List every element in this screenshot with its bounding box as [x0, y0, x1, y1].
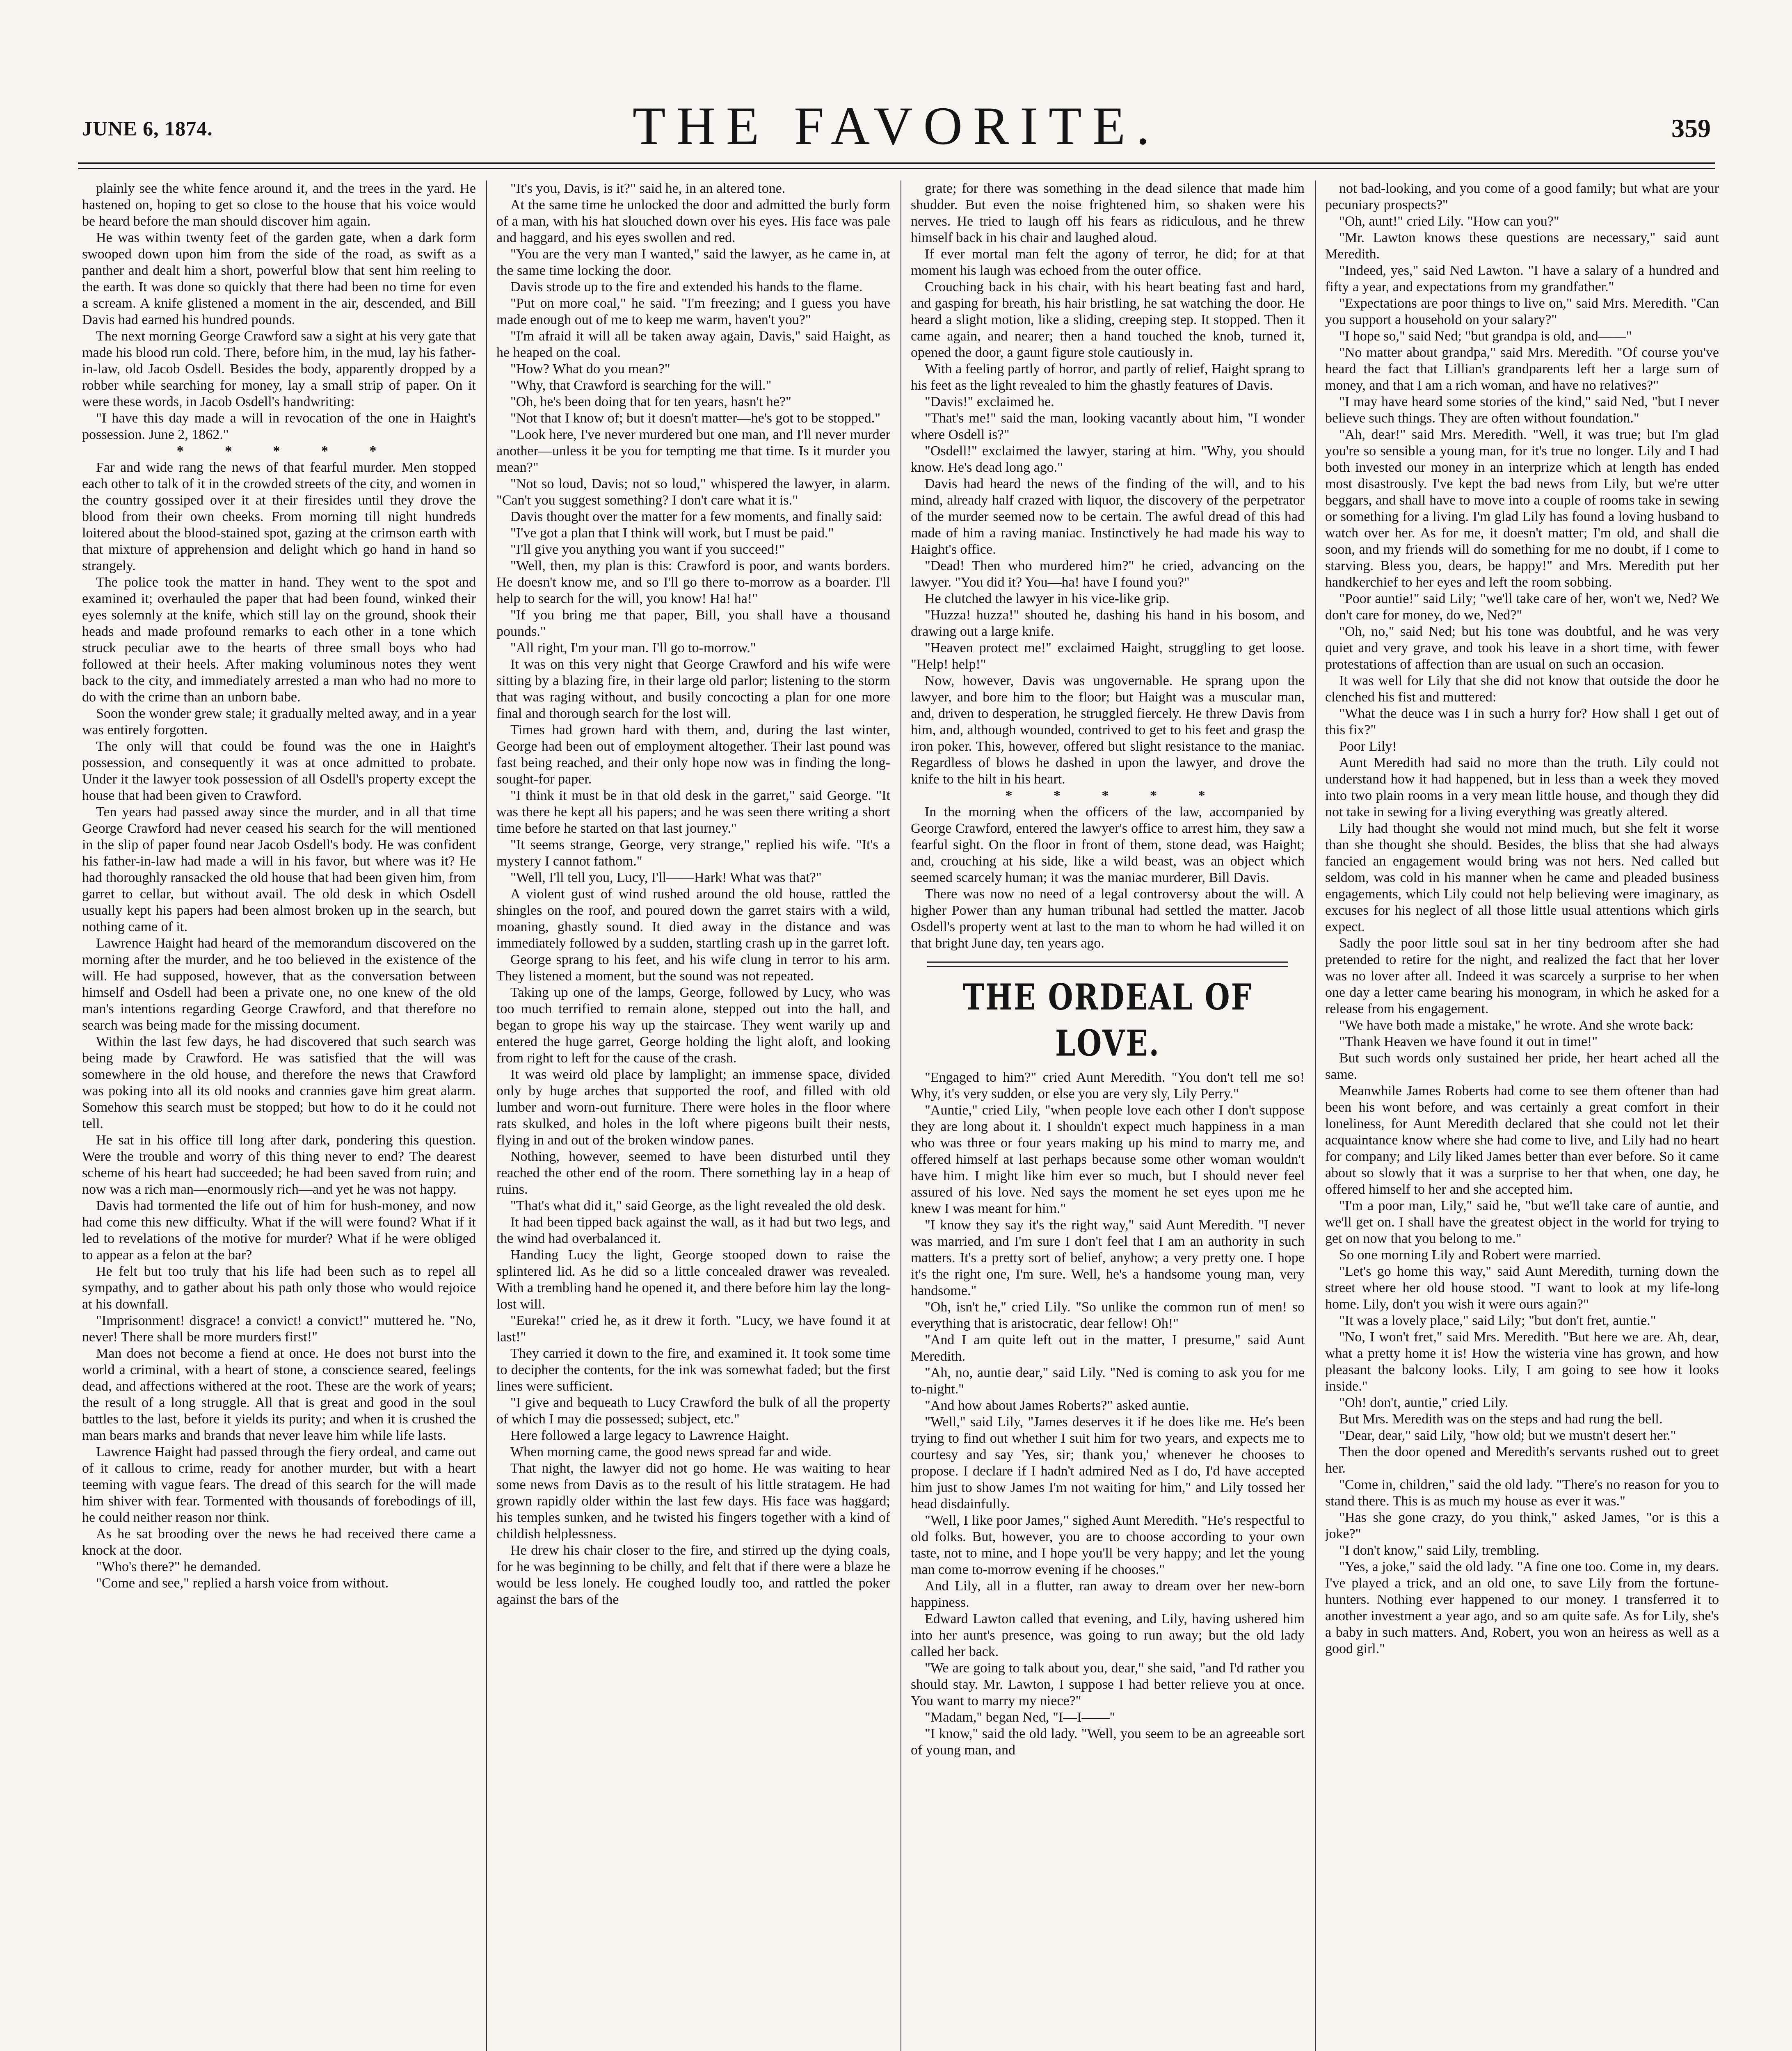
paragraph: "Oh! don't, auntie," cried Lily. — [1339, 1395, 1509, 1410]
paragraph: "I have this day made a will in revocation of the one in Haight's possession. June 2, 1862." — [82, 411, 476, 442]
paragraph: "Mr. Lawton knows these questions are necessary," said aunt Meredith. — [1325, 230, 1719, 262]
paragraph: "Expectations are poor things to live on," said Mrs. Meredith. "Can you support a household on your salary?" — [1325, 296, 1719, 327]
paragraph: "Well," said Lily, "James deserves it if he does like me. He's been trying to find out whether I suit him for two years, and expects me to courtesy and say 'Yes, sir; thank you,' whenever he chooses to propose. I declare if I hadn't admired Ned as I do, I'd have accepted him just to show James I'm not waiting for him," and Lily tossed her head disdainfully. — [911, 1414, 1305, 1512]
paragraph: When morning came, the good news spread far and wide. — [510, 1444, 832, 1459]
paragraph: "I don't know," said Lily, trembling. — [1339, 1543, 1540, 1558]
paragraph: "Why, that Crawford is searching for the will." — [510, 378, 772, 393]
paragraph: "We have both made a mistake," he wrote. And she wrote back: — [1339, 1018, 1694, 1033]
paragraph: Times had grown hard with them, and, during the last winter, George had been out of employment altogether. Their last pound was fast being reached, and their only hope now was in finding the long-sought-for paper. — [496, 722, 890, 787]
text-column-4 — [1325, 180, 1719, 2051]
paragraph: Sadly the poor little soul sat in her tiny bedroom after she had pretended to retire for the night, and realized the fact that her lover was no lover after all. Indeed it was scarcely a surprise to her when one day a letter came bearing his monogram, in which he asked for a release from his engagement. — [1325, 936, 1719, 1016]
paragraph: "I'm a poor man, Lily," said he, "but we'll take care of auntie, and we'll get on. I shall have the greatest object in the world for trying to get on now that you belong to me." — [1325, 1198, 1719, 1246]
paragraph: Taking up one of the lamps, George, followed by Lucy, who was too much terrified to remain alone, stepped out into the hall, and began to grope his way up the staircase. They went warily up and entered the huge garret, George holding the light aloft, and looking from right to left for the cause of the crash. — [496, 985, 890, 1066]
paragraph: "I've got a plan that I think will work, but I must be paid." — [510, 525, 834, 541]
paragraph: "You are the very man I wanted," said the lawyer, as he came in, at the same time locking the door. — [496, 247, 890, 278]
paragraph: "Huzza! huzza!" shouted he, dashing his hand in his bosom, and drawing out a large knife. — [911, 608, 1305, 639]
paragraph: "That's what did it," said George, as the light revealed the old desk. — [510, 1198, 886, 1213]
paragraph: It had been tipped back against the wall, as it had but two legs, and the wind had overbalanced it. — [496, 1215, 890, 1246]
paragraph: And Lily, all in a flutter, ran away to dream over her new-born happiness. — [911, 1578, 1305, 1610]
paragraph: "And I am quite left out in the matter, I presume," said Aunt Meredith. — [911, 1332, 1305, 1364]
paragraph: The police took the matter in hand. They went to the spot and examined it; overhauled the paper that had been found, winked their eyes solemnly at the knife, which still lay on the ground, shook their heads and made profound remarks to each other in a tone which struck peculiar awe to the hearts of three small boys who had followed at their heels. After making voluminous notes they went back to the city, and immediately arrested a man who had no more to do with the crime than an unborn babe. — [82, 575, 476, 705]
paragraph: With a feeling partly of horror, and partly of relief, Haight sprang to his feet as the light revealed to him the ghastly features of Davis. — [911, 361, 1305, 393]
paragraph: George sprang to his feet, and his wife clung in terror to his arm. They listened a moment, but the sound was not repeated. — [496, 952, 890, 984]
paragraph: Then the door opened and Meredith's servants rushed out to greet her. — [1325, 1444, 1719, 1476]
paragraph: Ten years had passed away since the murder, and in all that time George Crawford had never ceased his search for the will mentioned in the slip of paper found near Jacob Osdell's body. He was confident his father-in-law had made a will in his favor, but where was it? He had thoroughly ransacked the old house that had been given him, from garret to cellar, but without avail. The old desk in which Osdell usually kept his papers had been almost broken up in the search, but nothing came of it. — [82, 804, 476, 934]
paragraph: "It's you, Davis, is it?" said he, in an altered tone. — [510, 181, 786, 196]
paragraph: Meanwhile James Roberts had come to see them oftener than had been his wont before, and was certainly a great comfort in their loneliness, for Aunt Meredith declared that she could not let their acquaintance know where she had come to live, and Lily had no heart for company; and Lily liked James better than ever before. So it came about so slowly that it was a surprise to her that when, one day, he offered himself to her and she accepted him. — [1325, 1083, 1719, 1197]
paragraph: "No, I won't fret," said Mrs. Meredith. "But here we are. Ah, dear, what a pretty home it is! How the wisteria vine has grown, and how pleasant the balcony looks. Lily, I am going to see how it looks inside." — [1325, 1329, 1719, 1394]
paragraph: Aunt Meredith had said no more than the truth. Lily could not understand how it had happened, but in less than a week they moved into two plain rooms in a very mean little house, and though they did not take in sewing for a living everything was greatly altered. — [1325, 755, 1719, 820]
paragraph: Now, however, Davis was ungovernable. He sprang upon the lawyer, and bore him to the floor; but Haight was a muscular man, and, driven to desperation, he struggled fiercely. He threw Davis from him, and, although wounded, contrived to get to his feet and grasp the iron poker. This, however, offered but slight resistance to the maniac. Regardless of blows he dashed in upon the lawyer, and drove the knife to the hilt in his heart. — [911, 673, 1305, 787]
paragraph: He clutched the lawyer in his vice-like grip. — [925, 591, 1170, 606]
column-divider — [1315, 180, 1316, 2051]
paragraph: "Well, I like poor James," sighed Aunt Meredith. "He's respectful to old folks. But, however, you are to choose according to your own taste, not to mine, and I hope you'll be very happy; and let the young man come to-morrow evening if he chooses." — [911, 1513, 1305, 1577]
paragraph: "Come and see," replied a harsh voice from without. — [96, 1576, 389, 1591]
paragraph: "If you bring me that paper, Bill, you shall have a thousand pounds." — [496, 608, 890, 639]
paragraph: "I give and bequeath to Lucy Crawford the bulk of all the property of which I may die possessed; subject, etc." — [496, 1395, 890, 1427]
paragraph: There was now no need of a legal controversy about the will. A higher Power than any human tribunal had settled the matter. Jacob Osdell's property went at last to the man to whom he had willed it on that bright June day, ten years ago. — [911, 886, 1305, 951]
paragraph: "Engaged to him?" cried Aunt Meredith. "You don't tell me so! Why, it's very sudden, or else you are very sly, Lily Perry." — [911, 1070, 1305, 1101]
paragraph: "I think it must be in that old desk in the garret," said George. "It was there he kept all his papers; and he was seen there writing a short time before he started on that last journey." — [496, 788, 890, 836]
paragraph: "Poor auntie!" said Lily; "we'll take care of her, won't we, Ned? We don't care for money, do we, Ned?" — [1325, 591, 1719, 623]
paragraph: He drew his chair closer to the fire, and stirred up the dying coals, for he was beginning to be chilly, and felt that if there were a blaze he would be less lonely. He coughed loudly too, and rattled the poker against the bars of the — [496, 1543, 890, 1607]
paragraph: It was on this very night that George Crawford and his wife were sitting by a blazing fire, in their large old parlor; listening to the storm that was raging without, and busily concocting a plan for one more final and thorough search for the lost will. — [496, 657, 890, 721]
paragraph: Lawrence Haight had heard of the memorandum discovered on the morning after the murder, and he too believed in the existence of the will. He had supposed, however, that as the conversation between himself and Osdell had been a private one, no one knew of the old man's intentions regarding George Crawford, and that therefore no search was being made for the missing document. — [82, 936, 476, 1033]
paragraph: But Mrs. Meredith was on the steps and had rung the bell. — [1339, 1411, 1663, 1427]
paragraph: The next morning George Crawford saw a sight at his very gate that made his blood run cold. There, before him, in the mud, lay his father-in-law, old Jacob Osdell. Besides the body, apparently dropped by a robber while searching for money, lay a small strip of paper. On it were these words, in Jacob Osdell's handwriting: — [82, 329, 476, 409]
text-column-2 — [496, 180, 890, 2051]
paragraph: "Imprisonment! disgrace! a convict! a convict!" muttered he. "No, never! There shall be more murders first!" — [82, 1313, 476, 1345]
paragraph: "Dead! Then who murdered him?" he cried, advancing on the lawyer. "You did it? You—ha! have I found you?" — [911, 558, 1305, 590]
paragraph: "Not so loud, Davis; not so loud," whispered the lawyer, in alarm. "Can't you suggest something? I don't care what it is." — [496, 476, 890, 508]
paragraph: But such words only sustained her pride, her heart ached all the same. — [1325, 1051, 1719, 1082]
paragraph: That night, the lawyer did not go home. He was waiting to hear some news from Davis as to the result of his little stratagem. He had grown rapidly older within the last few days. His face was haggard; his temples sunken, and he twisted his fingers together with a kind of childish helplessness. — [496, 1461, 890, 1542]
paragraph: "Ah, no, auntie dear," said Lily. "Ned is coming to ask you for me to-night." — [911, 1365, 1305, 1397]
paragraph: "Osdell!" exclaimed the lawyer, staring at him. "Why, you should know. He's dead long ago." — [911, 443, 1305, 475]
paragraph: "Put on more coal," he said. "I'm freezing; and I guess you have made enough out of me to keep me warm, haven't you?" — [496, 296, 890, 327]
paragraph: Edward Lawton called that evening, and Lily, having ushered him into her aunt's presence, was going to run away; but the old lady called her back. — [911, 1611, 1305, 1659]
paragraph: "Dear, dear," said Lily, "how old; but we mustn't desert her." — [1339, 1428, 1676, 1443]
paragraph: Davis thought over the matter for a few moments, and finally said: — [510, 509, 882, 524]
text-column-3 — [911, 180, 1305, 2051]
paragraph: "I hope so," said Ned; "but grandpa is old, and——" — [1339, 329, 1632, 344]
paragraph: "Well, I'll tell you, Lucy, I'll——Hark! What was that?" — [510, 870, 822, 885]
column-divider — [486, 180, 487, 2051]
paragraph: They carried it down to the fire, and examined it. It took some time to decipher the contents, for the ink was somewhat faded; but the first lines were sufficient. — [496, 1346, 890, 1394]
paragraph: "Has she gone crazy, do you think," asked James, "or is this a joke?" — [1325, 1510, 1719, 1542]
masthead — [78, 80, 1715, 162]
paragraph: Nothing, however, seemed to have been disturbed until they reached the other end of the room. There something lay in a heap of ruins. — [496, 1149, 890, 1197]
paragraph: "I'm afraid it will all be taken away again, Davis," said Haight, as he heaped on the coal. — [496, 329, 890, 360]
paragraph: "All right, I'm your man. I'll go to-morrow." — [510, 640, 756, 655]
paragraph: "Let's go home this way," said Aunt Meredith, turning down the street where her old house stood. "I want to look at my life-long home. Lily, don't you wish it were ours again?" — [1325, 1264, 1719, 1312]
paragraph: "Madam," began Ned, "I—I——" — [925, 1710, 1115, 1725]
paragraph: "And how about James Roberts?" asked auntie. — [925, 1398, 1189, 1413]
paragraph: Man does not become a fiend at once. He does not burst into the world a criminal, with a heart of stone, a conscience seared, feelings dead, and affections withered at the root. These are the work of years; the result of a long struggle. All that is great and good in the soul battles to the last, before it yields its purity; and when it is crushed the man bears marks and brands that never leave him while life lasts. — [82, 1346, 476, 1443]
paragraph: Poor Lily! — [1339, 739, 1397, 754]
paragraph: A violent gust of wind rushed around the old house, rattled the shingles on the roof, and poured down the garret stairs with a wild, moaning, ghastly sound. It died away in the distance and was immediately followed by a sudden, startling crash up in the garret loft. — [496, 886, 890, 951]
paragraph: As he sat brooding over the news he had received there came a knock at the door. — [82, 1526, 476, 1558]
paragraph: "Oh, isn't he," cried Lily. "So unlike the common run of men! so everything that is aristocratic, dear fellow! Oh!" — [911, 1300, 1305, 1331]
paragraph: He sat in his office till long after dark, pondering this question. Were the trouble and worry of this thing never to end? The dearest scheme of his heart had succeeded; he had been saved from ruin; and now was a rich man—enormously rich—and yet he was not happy. — [82, 1133, 476, 1197]
paragraph: "Oh, he's been doing that for ten years, hasn't he?" — [510, 394, 791, 409]
paragraph: "Davis!" exclaimed he. — [925, 394, 1054, 409]
paragraph: He felt but too truly that his life had been such as to repel all sympathy, and to gather about his path only those who would rejoice at his downfall. — [82, 1264, 476, 1312]
paragraph: Soon the wonder grew stale; it gradually melted away, and in a year was entirely forgotten. — [82, 706, 476, 738]
paragraph: In the morning when the officers of the law, accompanied by George Crawford, entered the lawyer's office to arrest him, they saw a fearful sight. On the floor in front of them, stone dead, was Haight; and, crouching at his side, like a wild beast, was an object which seemed scarcely human; it was the maniac murderer, Bill Davis. — [911, 804, 1305, 885]
paragraph: It was well for Lily that she did not know that outside the door he clenched his fist and muttered: — [1325, 673, 1719, 705]
paragraph: "It was a lovely place," said Lily; "but don't fret, auntie." — [1339, 1313, 1656, 1328]
paragraph: "Look here, I've never murdered but one man, and I'll never murder another—unless it be you for tempting me that time. Is it murder you mean?" — [496, 427, 890, 475]
newspaper-title: THE FAVORITE. — [632, 96, 1161, 156]
paragraph: "Heaven protect me!" exclaimed Haight, struggling to get loose. "Help! help!" — [911, 640, 1305, 672]
text-column-1 — [82, 180, 476, 2051]
paragraph: Lily had thought she would not mind much, but she felt it worse than she thought she should. Besides, the bliss that she had always fancied an engagement would bring was not hers. Ned called but seldom, was cold in his manner when he came and pleaded business engagements, which Lily could not help believing were imaginary, as excuses for his neglect of all those little usual attentions which girls expect. — [1325, 821, 1719, 934]
paragraph: plainly see the white fence around it, and the trees in the yard. He hastened on, hoping to get so close to the house that his voice would be heard before the man should discover him again. — [82, 181, 476, 229]
masthead-rule-thin — [78, 168, 1715, 169]
paragraph: grate; for there was something in the dead silence that made him shudder. But even the noise frightened him, so shaken were his nerves. He tried to laugh off his fears as ridiculous, and he threw himself back in his chair and laughed aloud. — [911, 181, 1305, 245]
paragraph: "Who's there?" he demanded. — [96, 1559, 261, 1574]
paragraph: It was weird old place by lamplight; an immense space, divided only by huge arches that supported the roof, and filled with old lumber and worn-out furniture. There were holes in the floor where rats skulked, and holes in the loft where pigeons built their nests, flying in and out of the broken window panes. — [496, 1067, 890, 1148]
paragraph: "I know," said the old lady. "Well, you seem to be an agreeable sort of young man, and — [911, 1726, 1305, 1758]
section-break: * * * * * — [176, 443, 395, 459]
paragraph: Davis had tormented the life out of him for hush-money, and now had come this new difficulty. What if the will were found? What if it led to revelations of the motive for murder? What if he were obliged to appear as a felon at the bar? — [82, 1198, 476, 1263]
paragraph: not bad-looking, and you come of a good family; but what are your pecuniary prospects?" — [1325, 181, 1719, 212]
paragraph: "We are going to talk about you, dear," she said, "and I'd rather you should stay. Mr. Lawton, I suppose I had better relieve you at once. You want to marry my niece?" — [911, 1660, 1305, 1708]
paragraph: "I'll give you anything you want if you succeed!" — [510, 542, 785, 557]
paragraph: Crouching back in his chair, with his heart beating fast and hard, and gasping for breath, his hair bristling, he sat watching the door. He heard a slight motion, like a sliding, creeping step. It stopped. Then it came again, and nearer; then a hand touched the knob, turned it, opened the door, a gaunt figure stole cautiously in. — [911, 279, 1305, 360]
paragraph: "What the deuce was I in such a hurry for? How shall I get out of this fix?" — [1325, 706, 1719, 738]
paragraph: "Ah, dear!" said Mrs. Meredith. "Well, it was true; but I'm glad you're so sensible a young man, for it's true no longer. Lily and I had both invested our money in an interprize which at length has ended most disastrously. I've kept the bad news from Lily, but we're utter beggars, and shall have to move into a couple of rooms take in sewing or something for a living. I'm glad Lily has found a loving husband to watch over her. As for me, it doesn't matter; I'm old, and shall die soon, and my friends will do something for me no doubt, if I come to starving. Bless you, dears, be happy!" and Mrs. Meredith put her handkerchief to her eyes and left the room sobbing. — [1325, 427, 1719, 590]
paragraph: "No matter about grandpa," said Mrs. Meredith. "Of course you've heard the fact that Lillian's grandparents left her a large sum of money, and that I am a rich woman, and have no relatives?" — [1325, 345, 1719, 393]
paragraph: "I know they say it's the right way," said Aunt Meredith. "I never was married, and I'm sure I don't feel that I am an authority in such matters. It's a pretty sort of belief, anyhow; a very pretty one. I hope it's the right one, I'm sure. Well, he's a handsome young man, very handsome." — [911, 1217, 1305, 1298]
paragraph: "That's me!" said the man, looking vacantly about him, "I wonder where Osdell is?" — [911, 411, 1305, 442]
paragraph: "Oh, aunt!" cried Lily. "How can you?" — [1339, 214, 1559, 229]
paragraph: Davis had heard the news of the finding of the will, and to his mind, already half crazed with liquor, the discovery of the perpetrator of the murder seemed now to be certain. The awful dread of this had made of him a raving maniac. Instinctively he had made his way to Haight's office. — [911, 476, 1305, 557]
paragraph: "Auntie," cried Lily, "when people love each other I don't suppose they are long about it. I shouldn't expect much happiness in a man who was three or four years making up his mind to marry me, and offered himself at last perhaps because some other woman wouldn't have him. I might like him ever so much, but I should never feel assured of his love. Ned says the moment he set eyes upon me he knew I was meant for him." — [911, 1103, 1305, 1216]
paragraph: The only will that could be found was the one in Haight's possession, and consequently it was at once admitted to probate. Under it the lawyer took possession of all Osdell's property except the house that had been given to Crawford. — [82, 739, 476, 803]
paragraph: Within the last few days, he had discovered that such search was being made by Crawford. He was satisfied that the will was somewhere in the old house, and therefore the news that Crawford was poking into all its old nooks and crannies gave him great alarm. Somehow this search must be stopped; but how to do it he could not tell. — [82, 1034, 476, 1131]
story-title: THE ORDEAL OF LOVE. — [962, 975, 1253, 1064]
paragraph: "Well, then, my plan is this: Crawford is poor, and wants borders. He doesn't know me, and so I'll go there to-morrow as a boarder. I'll help to search for the will, you know! Ha! ha!" — [496, 558, 890, 606]
paragraph: "Oh, no," said Ned; but his tone was doubtful, and he was very quiet and very grave, and took his leave in a short time, with fewer protestations of affection than are usual on such an occasion. — [1325, 624, 1719, 672]
paragraph: "How? What do you mean?" — [510, 361, 670, 377]
paragraph: At the same time he unlocked the door and admitted the burly form of a man, with his hat slouched down over his eyes. His face was pale and haggard, and his eyes swollen and red. — [496, 197, 890, 245]
paragraph: So one morning Lily and Robert were married. — [1339, 1247, 1601, 1263]
paragraph: Handing Lucy the light, George stooped down to raise the splintered lid. As he did so a little concealed drawer was revealed. With a trembling hand he opened it, and there before him lay the long-lost will. — [496, 1247, 890, 1312]
paragraph: If ever mortal man felt the agony of terror, he did; for at that moment his laugh was echoed from the outer office. — [911, 247, 1305, 278]
paragraph: "Come in, children," said the old lady. "There's no reason for you to stand there. This is as much my house as ever it was." — [1325, 1477, 1719, 1509]
paragraph: Here followed a large legacy to Lawrence Haight. — [510, 1428, 789, 1443]
paragraph: "Thank Heaven we have found it out in time!" — [1339, 1034, 1598, 1049]
masthead-rule — [78, 162, 1715, 164]
paragraph: He was within twenty feet of the garden gate, when a dark form swooped down upon him from the side of the road, as swift as a panther and dealt him a short, powerful blow that sent him reeling to the earth. It was done so quickly that there had been no time for even a scream. A knife glistened a moment in the air, descended, and Bill Davis had earned his hundred pounds. — [82, 230, 476, 327]
paragraph: Far and wide rang the news of that fearful murder. Men stopped each other to talk of it in the crowded streets of the city, and women in the country gossiped over it at their firesides until they drove the blood from their own cheeks. From morning till night hundreds loitered about the blood-stained spot, gazing at the crimson earth with that mixture of apprehension and delight which go hand in hand so strangely. — [82, 460, 476, 573]
paragraph: "Yes, a joke," said the old lady. "A fine one too. Come in, my dears. I've played a trick, and an old one, to save Lily from the fortune-hunters. Nothing ever happened to our money. I transferred it to another investment a year ago, and so am quite safe. As for Lily, she's a baby in such matters. And, Robert, you won an heiress as well as a good girl." — [1325, 1559, 1719, 1656]
paragraph: "Not that I know of; but it doesn't matter—he's got to be stopped." — [510, 411, 881, 426]
story-separator — [927, 962, 1288, 967]
issue-date: JUNE 6, 1874. — [82, 117, 213, 140]
section-break: * * * * * — [1005, 788, 1224, 803]
paragraph: Lawrence Haight had passed through the fiery ordeal, and came out of it callous to crime, ready for another murder, but with a heart teeming with vague fears. The dread of this search for the will made him shiver with fear. Tormented with thousands of forebodings of ill, he could neither reason nor think. — [82, 1444, 476, 1525]
paragraph: "It seems strange, George, very strange," replied his wife. "It's a mystery I cannot fathom." — [496, 837, 890, 869]
paragraph: Davis strode up to the fire and extended his hands to the flame. — [510, 279, 863, 295]
paragraph: "Eureka!" cried he, as it drew it forth. "Lucy, we have found it at last!" — [496, 1313, 890, 1345]
paragraph: "Indeed, yes," said Ned Lawton. "I have a salary of a hundred and fifty a year, and expectations from my grandfather." — [1325, 263, 1719, 295]
page-number: 359 — [1671, 114, 1711, 143]
paragraph: "I may have heard some stories of the kind," said Ned, "but I never believe such things. They are often without foundation." — [1325, 394, 1719, 426]
